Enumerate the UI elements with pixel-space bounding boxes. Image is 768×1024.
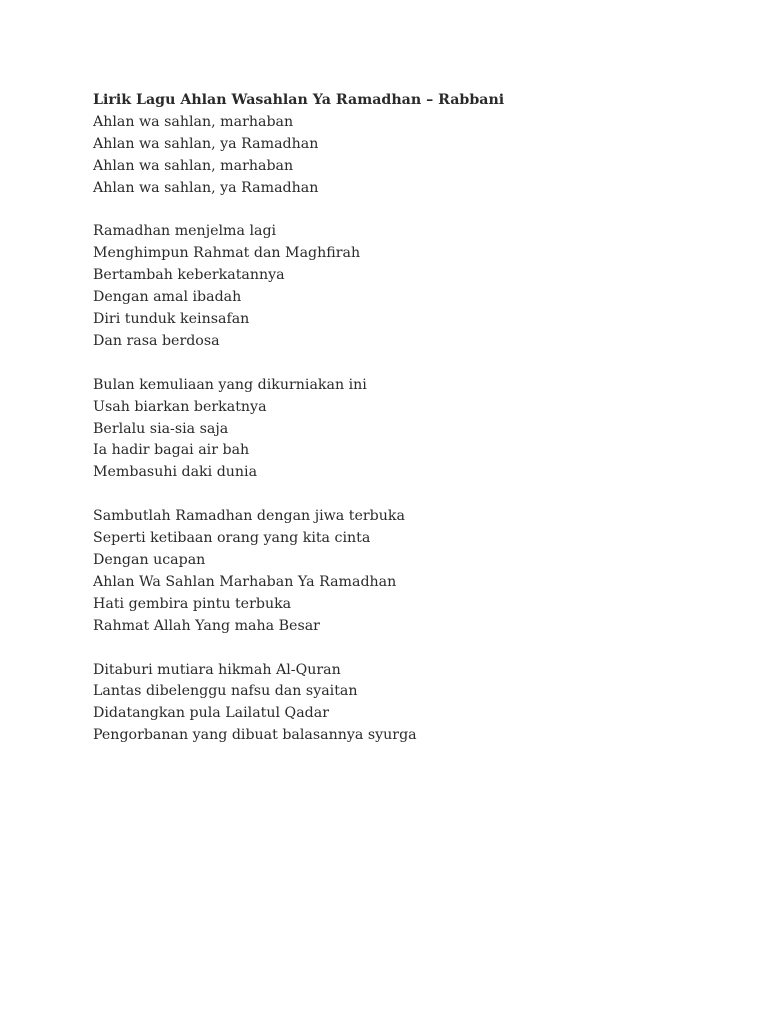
lyric-line: Dan rasa berdosa: [93, 332, 220, 349]
lyric-line: Dengan ucapan: [93, 551, 206, 568]
lyric-line: Menghimpun Rahmat dan Maghfirah: [93, 245, 361, 262]
lyric-line: Usah biarkan berkatnya: [93, 398, 267, 415]
lyric-line: Ahlan wa sahlan, ya Ramadhan: [93, 179, 319, 196]
stanza-5: [93, 660, 713, 748]
document-title: Lirik Lagu Ahlan Wasahlan Ya Ramadhan – Rabbani: [93, 92, 505, 108]
lyric-line: Rahmat Allah Yang maha Besar: [93, 617, 320, 634]
lyric-line: Pengorbanan yang dibuat balasannya syurga: [93, 727, 417, 744]
lyric-line: Ia hadir bagai air bah: [93, 442, 250, 459]
stanza-1: [93, 112, 713, 200]
lyric-line: Dengan amal ibadah: [93, 289, 242, 306]
lyric-line: Ditaburi mutiara hikmah Al-Quran: [93, 661, 341, 678]
lyric-line: Ahlan Wa Sahlan Marhaban Ya Ramadhan: [93, 573, 397, 590]
lyrics-content: [93, 90, 713, 769]
lyric-line: Didatangkan pula Lailatul Qadar: [93, 705, 329, 722]
lyric-line: Hati gembira pintu terbuka: [93, 595, 292, 612]
lyric-line: Diri tunduk keinsafan: [93, 311, 250, 328]
stanza-2: [93, 221, 713, 352]
lyric-line: Ahlan wa sahlan, marhaban: [93, 113, 294, 130]
lyric-line: Bertambah keberkatannya: [93, 267, 285, 284]
lyric-line: Ramadhan menjelma lagi: [93, 223, 277, 240]
lyric-line: Lantas dibelenggu nafsu dan syaitan: [93, 683, 358, 700]
stanza-4: [93, 506, 713, 637]
lyric-line: Sambutlah Ramadhan dengan jiwa terbuka: [93, 508, 405, 525]
lyric-line: Ahlan wa sahlan, marhaban: [93, 157, 294, 174]
lyric-line: Membasuhi daki dunia: [93, 464, 258, 481]
lyric-line: Bulan kemuliaan yang dikurniakan ini: [93, 376, 367, 393]
stanza-3: [93, 375, 713, 485]
lyric-line: Ahlan wa sahlan, ya Ramadhan: [93, 135, 319, 152]
lyric-line: Seperti ketibaan orang yang kita cinta: [93, 530, 371, 547]
lyric-line: Berlalu sia-sia saja: [93, 420, 229, 437]
